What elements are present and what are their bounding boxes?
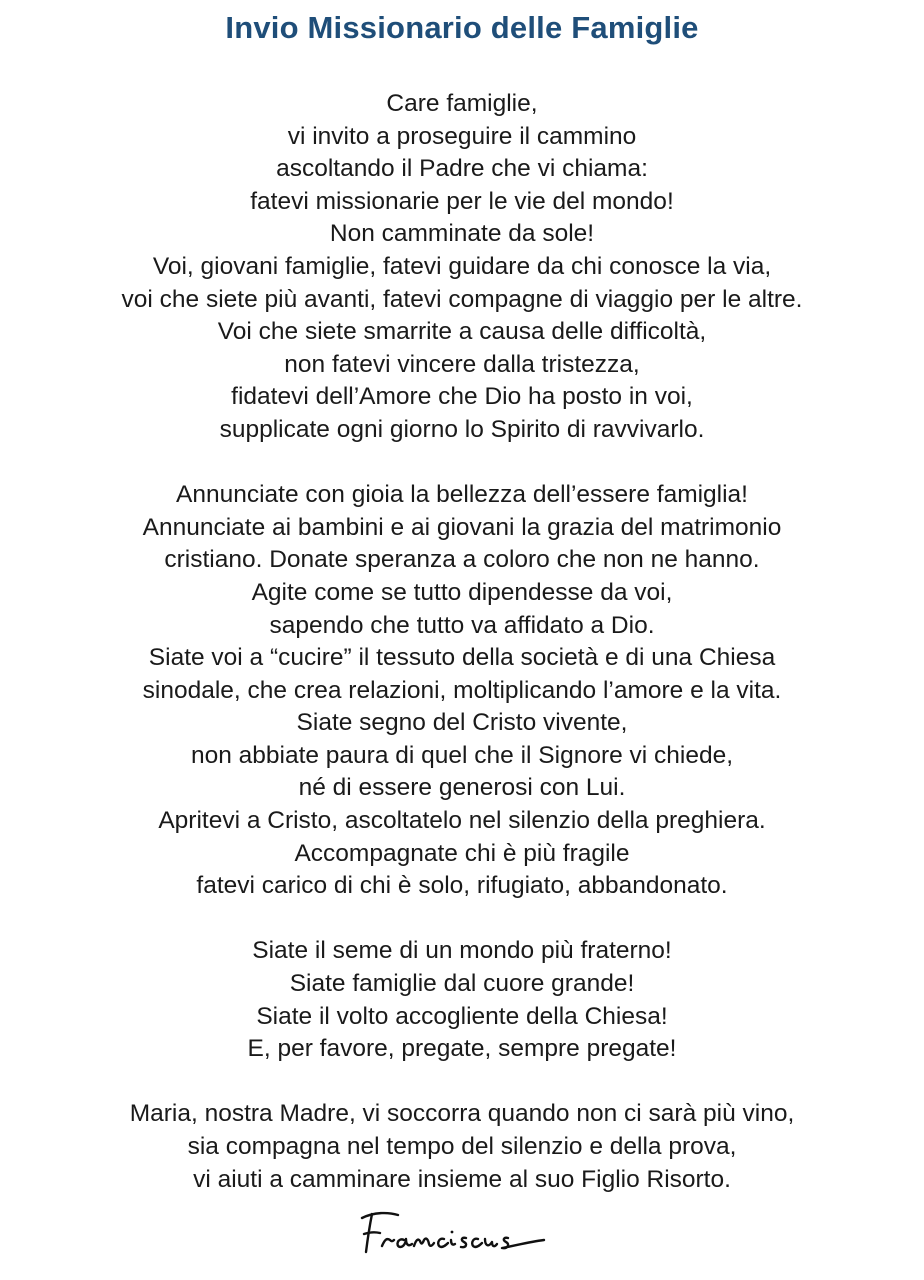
- text-line: vi invito a proseguire il cammino: [287, 122, 637, 150]
- letter-body: [0, 88, 924, 1229]
- text-line: Siate segno del Cristo vivente,: [296, 709, 628, 737]
- text-line: né di essere generosi con Lui.: [298, 774, 626, 802]
- stanza-1: [0, 88, 924, 447]
- stanza-3: [0, 935, 924, 1065]
- text-line: fatevi missionarie per le vie del mondo!: [250, 187, 674, 215]
- text-line: sia compagna nel tempo del silenzio e della prova,: [187, 1133, 737, 1160]
- text-line: fatevi carico di chi è solo, rifugiato, abbandonato.: [196, 872, 728, 900]
- text-line: Siate il seme di un mondo più fraterno!: [252, 937, 672, 965]
- stanza-2: [0, 479, 924, 903]
- text-line: Siate il volto accogliente della Chiesa!: [256, 1002, 668, 1030]
- document-title: Invio Missionario delle Famiglie: [225, 10, 699, 45]
- text-line: vi aiuti a camminare insieme al suo Figlio Risorto.: [193, 1165, 731, 1193]
- text-line: ascoltando il Padre che vi chiama:: [276, 155, 648, 183]
- text-line: voi che siete più avanti, fatevi compagne di viaggio per le altre.: [121, 285, 803, 313]
- text-line: non fatevi vincere dalla tristezza,: [284, 350, 640, 378]
- text-line: Apritevi a Cristo, ascoltatelo nel silenzio della preghiera.: [158, 807, 766, 835]
- text-line: sapendo che tutto va affidato a Dio.: [269, 611, 655, 639]
- text-line: Non camminate da sole!: [329, 220, 595, 248]
- stanza-4: [0, 1098, 924, 1196]
- text-line: Maria, nostra Madre, vi soccorra quando non ci sarà più vino,: [129, 1100, 795, 1128]
- text-line: Care famiglie,: [386, 90, 538, 117]
- signature-icon: [358, 1206, 558, 1262]
- handwritten-signature: [358, 1206, 558, 1262]
- text-line: sinodale, che crea relazioni, moltiplicando l’amore e la vita.: [142, 676, 782, 704]
- text-line: Siate famiglie dal cuore grande!: [289, 970, 635, 998]
- text-line: Voi, giovani famiglie, fatevi guidare da chi conosce la via,: [152, 252, 772, 280]
- text-line: Siate voi a “cucire” il tessuto della società e di una Chiesa: [148, 644, 776, 672]
- text-line: supplicate ogni giorno lo Spirito di ravvivarlo.: [219, 415, 705, 443]
- text-line: Annunciate con gioia la bellezza dell’essere famiglia!: [175, 481, 748, 509]
- text-line: non abbiate paura di quel che il Signore vi chiede,: [190, 741, 734, 769]
- text-line: cristiano. Donate speranza a coloro che non ne hanno.: [164, 546, 760, 574]
- text-line: Voi che siete smarrite a causa delle difficoltà,: [217, 318, 707, 346]
- text-line: Annunciate ai bambini e ai giovani la grazia del matrimonio: [142, 513, 782, 541]
- text-line: E, per favore, pregate, sempre pregate!: [247, 1035, 677, 1063]
- text-line: fidatevi dell’Amore che Dio ha posto in voi,: [231, 383, 693, 411]
- text-line: Accompagnate chi è più fragile: [294, 839, 630, 867]
- text-line: Agite come se tutto dipendesse da voi,: [251, 578, 673, 606]
